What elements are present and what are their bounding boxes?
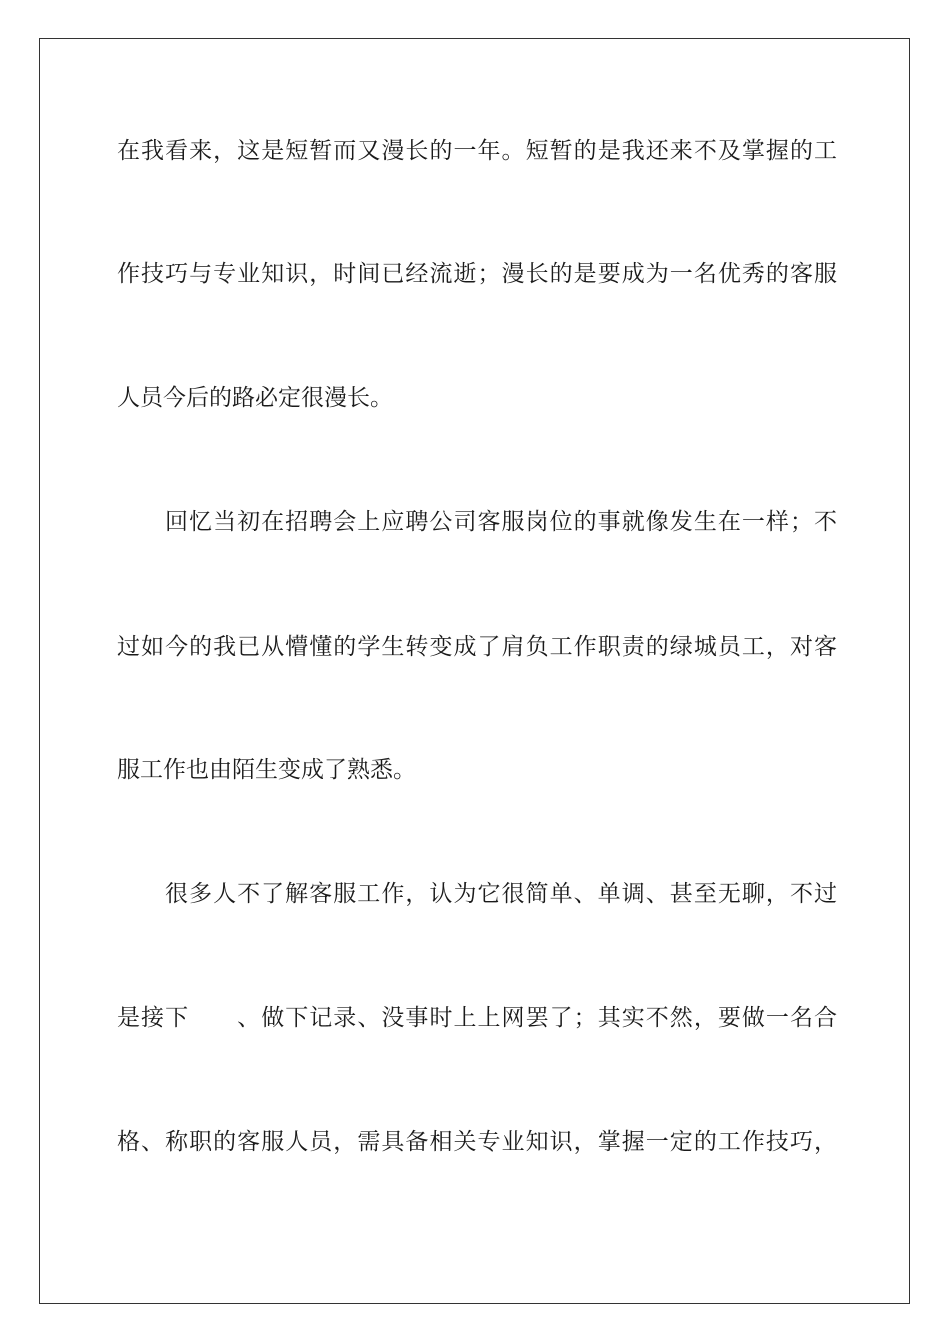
text-line-5: 过如今的我已从懵懂的学生转变成了肩负工作职责的绿城员工，对客	[117, 634, 837, 660]
text-line-2: 作技巧与专业知识，时间已经流逝；漫长的是要成为一名优秀的客服	[117, 261, 837, 287]
text-line-6: 服工作也由陌生变成了熟悉。	[117, 757, 416, 783]
text-line-3: 人员今后的路必定很漫长。	[117, 385, 393, 411]
text-line-8: 是接下 、做下记录、没事时上上网罢了；其实不然，要做一名合	[117, 1005, 837, 1031]
text-line-1: 在我看来，这是短暂而又漫长的一年。短暂的是我还来不及掌握的工	[117, 138, 837, 164]
page-border	[39, 38, 910, 1304]
text-line-7: 很多人不了解客服工作，认为它很简单、单调、甚至无聊，不过	[165, 881, 837, 907]
text-line-9: 格、称职的客服人员，需具备相关专业知识，掌握一定的工作技巧，	[117, 1129, 837, 1155]
text-line-4: 回忆当初在招聘会上应聘公司客服岗位的事就像发生在一样；不	[165, 509, 837, 535]
